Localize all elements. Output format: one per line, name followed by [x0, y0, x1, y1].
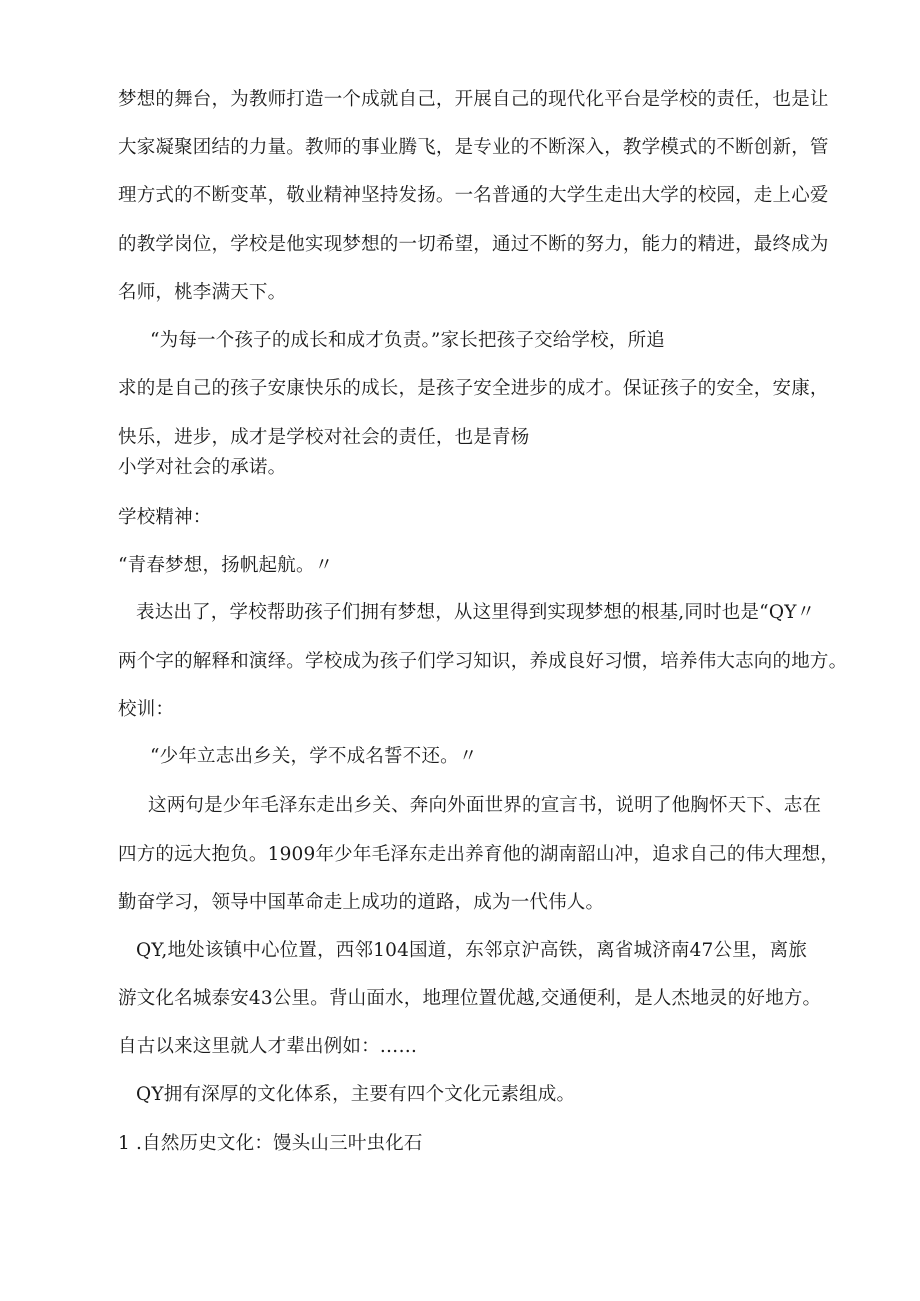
paragraph-line: 的教学岗位，学校是他实现梦想的一切希望，通过不断的努力，能力的精进，最终成为: [118, 234, 829, 255]
paragraph-line: 游文化名城泰安43公里。背山面水，地理位置优越,交通便利，是人杰地灵的好地方。: [118, 988, 822, 1009]
paragraph-line: 大家凝聚团结的力量。教师的事业腾飞，是专业的不断深入，教学模式的不断创新，管: [118, 137, 829, 158]
list-item: 1 .自然历史文化：馒头山三叶虫化石: [118, 1133, 423, 1154]
paragraph-line: 这两句是少年毛泽东走出乡关、奔向外面世界的宣言书，说明了他胸怀天下、志在: [148, 795, 822, 816]
section-heading-motto: 校训：: [118, 699, 175, 720]
paragraph-line: QY拥有深厚的文化体系，主要有四个文化元素组成。: [136, 1084, 576, 1105]
section-heading-school-spirit: 学校精神：: [118, 507, 212, 528]
paragraph-line: 两个字的解释和演绎。学校成为孩子们学习知识，养成良好习惯，培养伟大志向的地方。: [118, 651, 848, 672]
paragraph-line: 梦想的舞台，为教师打造一个成就自己，开展自己的现代化平台是学校的责任，也是让: [118, 89, 829, 110]
school-spirit-quote: “青春梦想，扬帆起航。〃: [118, 555, 334, 576]
paragraph-line: 名师，桃李满天下。: [118, 282, 287, 303]
paragraph-line: 求的是自己的孩子安康快乐的成长，是孩子安全进步的成才。保证孩子的安全，安康，: [118, 378, 829, 399]
paragraph-line: 勤奋学习，领导中国革命走上成功的道路，成为一代伟人。: [118, 892, 605, 913]
quote-line: “为每一个孩子的成长和成才负责。”家长把孩子交给学校，所追: [150, 330, 665, 351]
paragraph-line: 表达出了，学校帮助孩子们拥有梦想，从这里得到实现梦想的根基,同时也是“QY〃: [136, 602, 816, 623]
motto-quote: “少年立志出乡关，学不成名誓不还。〃: [150, 746, 478, 767]
paragraph-line: 自古以来这里就人才辈出例如：……: [118, 1036, 418, 1057]
paragraph-line: QY,地处该镇中心位置，西邻104国道，东邻京沪高铁，离省城济南47公里，离旅: [136, 940, 808, 961]
paragraph-line: 小学对社会的承诺。: [118, 457, 287, 478]
paragraph-line: 快乐，进步，成才是学校对社会的责任，也是青杨: [118, 427, 530, 448]
paragraph-line: 理方式的不断变革，敬业精神坚持发扬。一名普通的大学生走出大学的校园，走上心爱: [118, 185, 829, 206]
paragraph-line: 四方的远大抱负。1909年少年毛泽东走出养育他的湖南韶山冲，追求自己的伟大理想，: [118, 844, 840, 865]
